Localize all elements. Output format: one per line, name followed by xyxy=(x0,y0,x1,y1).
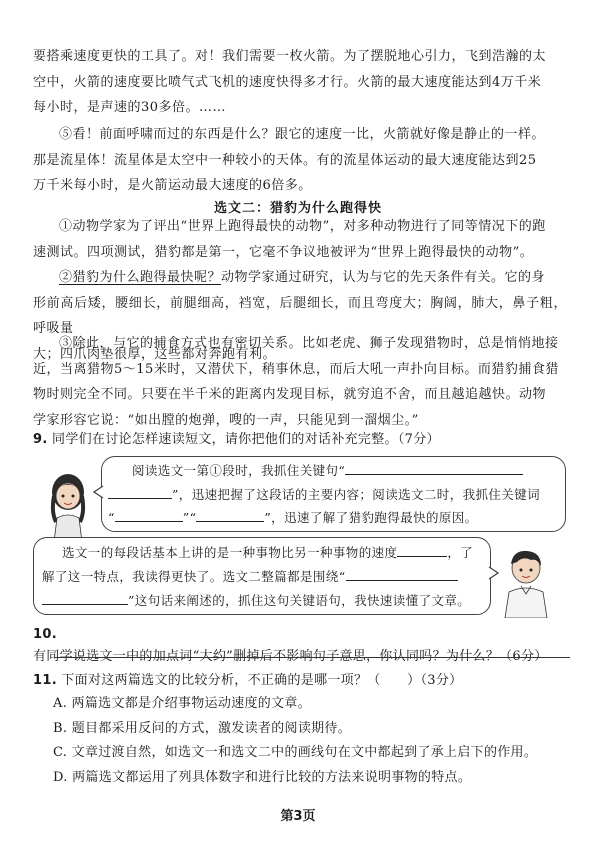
text-line: 要搭乘速度更快的工具了。对！我们需要一枚火箭。为了摆脱地心引力，飞到浩瀚的太 xyxy=(33,49,547,64)
text-span: ”这句话来阐述的，抓住这句关键语句，我快速读懂了文章。 xyxy=(128,593,471,608)
text-line: 近，当离猎物5～15米时，又潜伏下，稍事休息，而后大吼一声扑向目标。而猎豹捕食猎 xyxy=(33,361,559,377)
option-c[interactable]: C. 文章过渡自然，如选文一和选文二中的画线句在文中都起到了承上启下的作用。 xyxy=(53,745,538,760)
bubble-pointer xyxy=(93,485,105,499)
q11-options xyxy=(53,692,537,790)
text-span: “ xyxy=(108,510,115,525)
option-b[interactable]: B. 题目都采用反问的方式，激发读者的阅读期待。 xyxy=(53,720,352,736)
girl-student-illustration xyxy=(40,468,96,542)
answer-blank-speed-comparison[interactable] xyxy=(397,543,447,557)
passage2-title: 选文二：猎豹为什么跑得快 xyxy=(213,201,382,216)
text-span: 选文一的每段话基本上讲的是一种事物比另一种事物的速度 xyxy=(62,545,398,560)
text-line: 大；四爪肉垫很厚，这些都对奔跑有利。 xyxy=(33,346,277,362)
bubble1-line2 xyxy=(108,482,564,507)
text-line: 那是流星体！流星体是太空中一种较小的天体。有的流星体运动的最大速度能达到25 xyxy=(33,152,537,168)
bubble1-line1 xyxy=(132,458,562,483)
answer-line-q10[interactable] xyxy=(55,657,570,658)
question-number: 10. xyxy=(33,627,57,642)
text-line: 空中，火箭的速度要比喷气式飞机的速度快得多才行。火箭的最大速度能达到4万千米 xyxy=(33,74,542,90)
text-line: ⑤看！前面呼啸而过的东西是什么？跟它的速度一比，火箭就好像是静止的一样。 xyxy=(59,127,546,142)
answer-blank-key-sentence-cont[interactable] xyxy=(108,485,172,499)
answer-blank-keyword-2[interactable] xyxy=(196,508,264,522)
boy-student-illustration xyxy=(497,544,555,618)
bubble1-line3 xyxy=(108,505,564,530)
question-9 xyxy=(33,429,573,451)
question-number: 11. xyxy=(33,673,57,688)
text-line: 万千米每小时，是火箭运动最大速度的6倍多。 xyxy=(33,178,312,193)
text-line: ③除此，与它的捕食方式也有密切关系。比如老虎、狮子发现猎物时，总是悄悄地接 xyxy=(59,336,559,351)
bubble2-line1 xyxy=(62,540,488,565)
question-text: 有同学说选文一中的加点词“大约”删掉后不影响句子意思，你认同吗？为什么？（6分） xyxy=(33,649,548,664)
question-text: 下面对这两篇选文的比较分析，不正确的是哪一项？（ ）（3分） xyxy=(61,673,463,688)
passage1-paragraph-5 xyxy=(33,122,567,199)
text-line: 形前高后矮，腰细长，前腿细高，裆宽，后腿细长，而且弯度大；胸阔，肺大，鼻子粗，呼吸量 xyxy=(33,295,567,336)
page-number: 第3页 xyxy=(280,809,316,824)
text-span: ”“ xyxy=(182,510,197,525)
question-text: 同学们在讨论怎样速读短文，请你把他们的对话补充完整。（7分） xyxy=(52,432,440,447)
option-d[interactable]: D. 两篇选文都运用了列具体数字和进行比较的方法来说明事物的特点。 xyxy=(53,769,472,785)
text-line xyxy=(33,265,567,291)
underlined-sentence: ②猎豹为什么跑得最快呢？ xyxy=(59,270,222,285)
option-a[interactable]: A. 两篇选文都是介绍事物运动速度的文章。 xyxy=(53,696,311,711)
bubble2-line2 xyxy=(42,564,488,589)
text-span: ，了 xyxy=(447,545,474,560)
bubble2-line3 xyxy=(42,588,488,613)
text-span: ”，迅速把握了这段话的主要内容；阅读选文二时，我抓住关键词 xyxy=(172,487,540,502)
text-span: 解了这一特点，我读得更快了。选文二整篇都是围绕“ xyxy=(42,569,346,584)
text-line: ①动物学家为了评出“世界上跑得最快的动物”，对多种动物进行了同等情况下的跑 xyxy=(59,219,546,234)
text-line: 每小时，是声速的30多倍。…… xyxy=(33,100,227,115)
text-span: ”，迅速了解了猎豹跑得最快的原因。 xyxy=(264,510,478,525)
text-line: 学家形容它说：“如出膛的炮弹，嗖的一声，只能见到一溜烟尘。” xyxy=(33,412,419,428)
question-number: 9. xyxy=(33,432,48,447)
passage1-continued-paragraph xyxy=(33,44,567,121)
passage2-paragraph-1 xyxy=(33,214,567,265)
question-11 xyxy=(33,670,573,692)
text-span: 阅读选文一第①段时，我抓住关键句“ xyxy=(132,463,346,478)
answer-blank-central-sentence[interactable] xyxy=(346,567,458,581)
question-10 xyxy=(33,624,573,668)
answer-blank-central-sentence-cont[interactable] xyxy=(42,591,128,605)
answer-blank-key-sentence[interactable] xyxy=(345,461,523,475)
bubble-pointer xyxy=(487,566,499,580)
answer-blank-keyword-1[interactable] xyxy=(115,508,183,522)
text-span: 动物学家通过研究，认为与它的先天条件有关。它的身 xyxy=(221,270,546,285)
text-line: 物时则完全不同。只要在半千米的距离内发现目标，就穷追不舍，而且越追越快。动物 xyxy=(33,387,547,402)
text-line: 速测试。四项测试，猎豹都是第一，它毫不争议地被评为“世界上跑得最快的动物”。 xyxy=(33,244,534,260)
passage2-paragraph-3 xyxy=(33,331,567,433)
